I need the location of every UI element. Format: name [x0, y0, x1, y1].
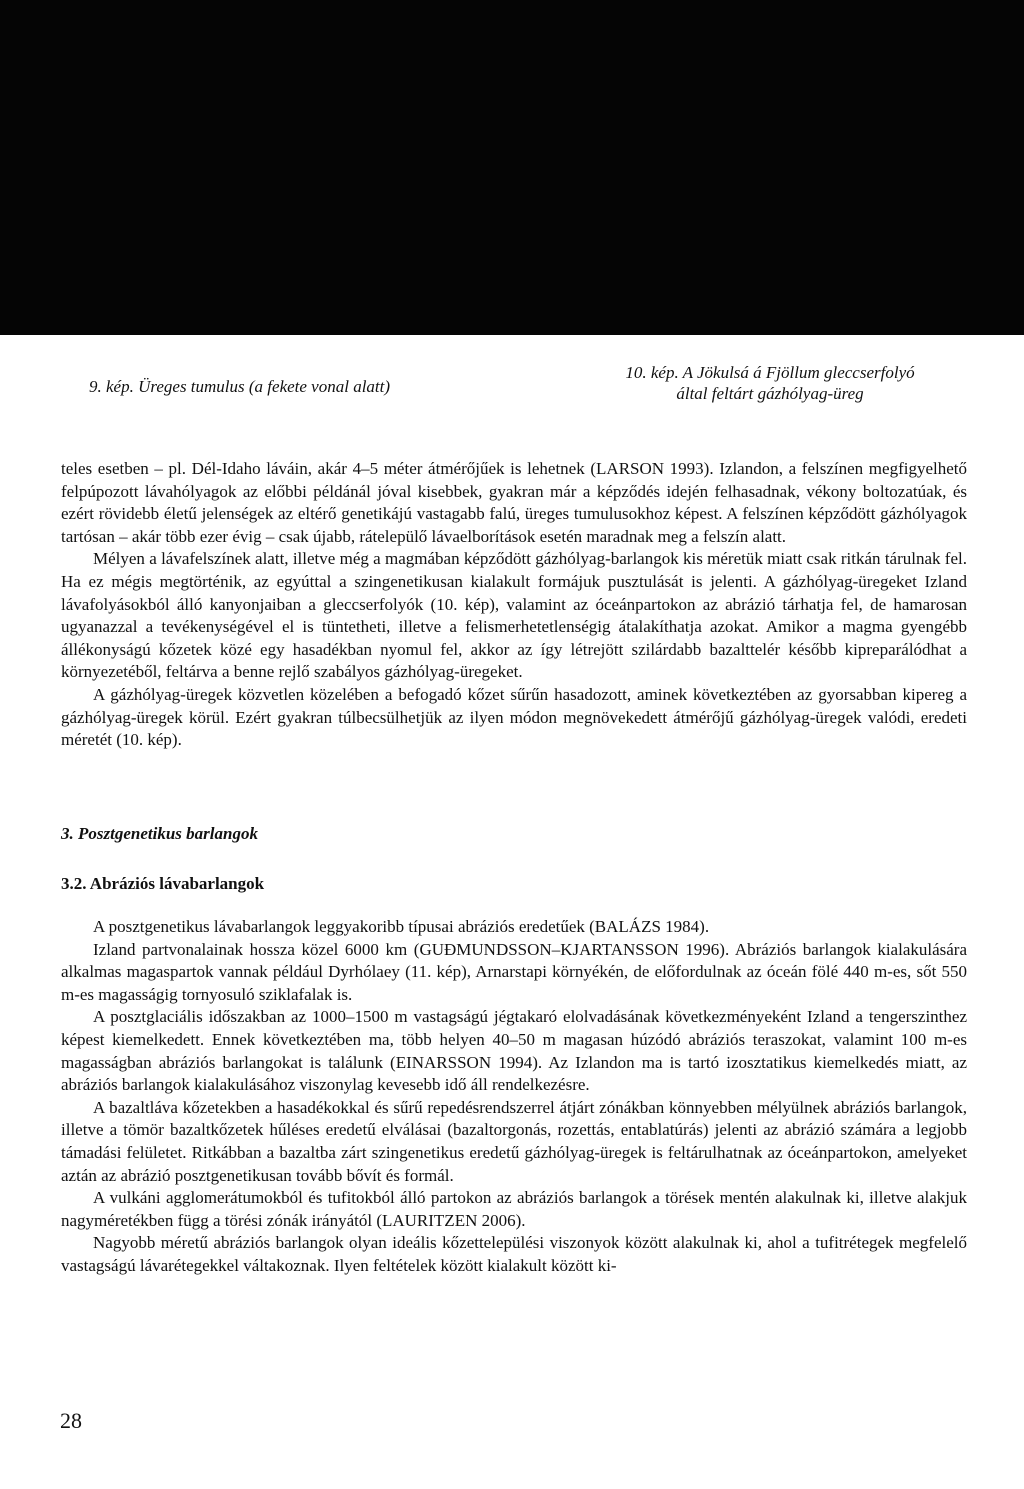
- paragraph: A posztgenetikus lávabarlangok leggyakoribb típusai abráziós eredetűek (BALÁZS 1984).: [93, 917, 710, 936]
- figure-10-caption-line2: által feltárt gázhólyag-üreg: [676, 384, 864, 403]
- figure-10-caption-line1: 10. kép. A Jökulsá á Fjöllum gleccserfolyó: [625, 363, 915, 382]
- text-block-top: [61, 458, 967, 752]
- paragraph: Mélyen a lávafelszínek alatt, illetve még a magmában képződött gázhólyag-barlangok kis méretük miatt csak ritkán tárulnak fel. Ha ez mégis megtörténik, az egyúttal a szingenetikusan kialakult formájuk pusztulását is jelenti. A gázhólyag-üregeket Izland lávafolyásokból álló kanyonjaiban a gleccserfolyók (10. kép), valamint az óceánpartokon az abrázió tárhatja fel, de hamarosan ugyanazzal a tevékenységével el is tüntetheti, illetve a felismerhetetlenségig átalakíthatja azokat. Amikor a magma gyengébb állékonyságú kőzetek közé egy hasadékban nyomul fel, akkor az így létrejött szilárdabb bazalttelér később kipreparálódhat a környezetéből, feltárva a benne rejlő szabályos gázhólyag-üregeket.: [61, 549, 967, 682]
- paragraph: A gázhólyag-üregek közvetlen közelében a befogadó kőzet sűrűn hasadozott, aminek következtében az gyorsabban kipereg a gázhólyag-üregek körül. Ezért gyakran túlbecsülhetjük az ilyen módon megnövekedett átmérőjű gázhólyag-üregek valódi, eredeti méretét (10. kép).: [61, 684, 967, 750]
- paragraph: teles esetben – pl. Dél-Idaho láváin, akár 4–5 méter átmérőjűek is lehetnek (LARSON 1993). Izlandon, a felszínen megfigyelhető felpúpozott lávahólyagok az előbbi példánál jóval kisebbek, gyakran már a képződés idején felhasadnak, vékony boltozatúak, és ezért rövidebb életű jelenségek az eltérő genetikájú vastagabb falú, üreges tumulusokhoz képest. A felszínen képződött gázhólyagok tartósan – akár több ezer évig – csak újabb, rátelepülő lávaelborítások esetén maradnak meg a felszín alatt.: [61, 459, 967, 546]
- paragraph: Izland partvonalainak hossza közel 6000 km (GUÐMUNDSSON–KJARTANSSON 1996). Abráziós barlangok kialakulására alkalmas magaspartok vannak például Dyrhólaey (11. kép), Arnarstapi környékén, de előfordulnak az óceán fölé 440 m-es, sőt 550 m-es magasságig tornyosuló sziklafalak is.: [61, 939, 967, 1004]
- section-heading: 3. Posztgenetikus barlangok: [61, 824, 258, 843]
- paragraph: A vulkáni agglomerátumokból és tufitokból álló partokon az abráziós barlangok a törések mentén alakulnak ki, illetve alakjuk nagyméretékben függ a törési zónák irányától (LAURITZEN 2006).: [61, 1188, 967, 1230]
- subsection-heading: 3.2. Abráziós lávabarlangok: [61, 874, 265, 893]
- paragraph: Nagyobb méretű abráziós barlangok olyan ideális kőzettelepülési viszonyok között alakulnak ki, ahol a tufitrétegek megfelelő vastagságú lávarétegekkel váltakoznak. Ilyen feltételek között kialakult között ki-: [61, 1233, 967, 1275]
- text-block-bottom: [61, 916, 967, 1278]
- photo-area: [0, 0, 1024, 335]
- paragraph: A bazaltláva kőzetekben a hasadékokkal és sűrű repedésrendszerrel átjárt zónákban könnyebben mélyülnek abráziós barlangok, illetve a tömör bazaltkőzetek hűléses eredetű elválásai (bazaltorgonás, rozettás, entablatúrás) jelenti az abrázió számára a legjobb támadási felületet. Ritkábban a bazaltba zárt szingenetikus eredetű gázhólyag-üregek is feltárulhatnak az óceánpartokon, amelyeket aztán az abrázió posztgenetikusan tovább bővít és formál.: [61, 1097, 967, 1185]
- figure-9-caption: 9. kép. Üreges tumulus (a fekete vonal alatt): [89, 377, 391, 396]
- figure-10-caption: [580, 362, 960, 404]
- page-number: 28: [60, 1408, 82, 1433]
- paragraph: A posztglaciális időszakban az 1000–1500 m vastagságú jégtakaró elolvadásának következményeként Izland a tengerszinthez képest kiemelkedett. Ennek következtében ma, több helyen 40–50 m magasan húzódó abráziós teraszokat, valamint 100 m-es magasságban abráziós barlangokat is találunk (EINARSSON 1994). Az Izlandon ma is tartó izosztatikus kiemelkedés miatt, az abráziós barlangok kialakulásához viszonylag kevesebb idő áll rendelkezésre.: [61, 1007, 967, 1095]
